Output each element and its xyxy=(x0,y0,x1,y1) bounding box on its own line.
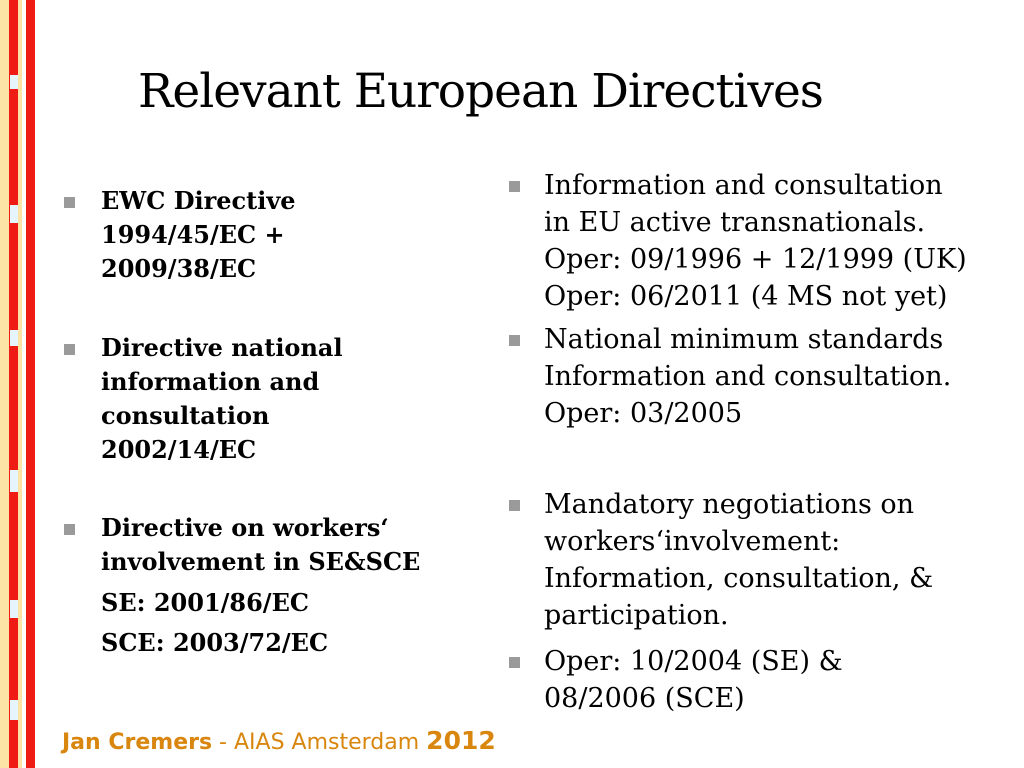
footer-affiliation: - AIAS Amsterdam xyxy=(212,730,427,755)
decorative-side-bar xyxy=(0,0,40,768)
bullet-line: National minimum standards xyxy=(544,324,944,355)
bullet-line: Oper: 10/2004 (SE) & xyxy=(544,646,843,677)
bullet-line: Oper: 09/1996 + 12/1999 (UK) xyxy=(544,244,967,275)
bullet-line: workers‘involvement: xyxy=(544,526,841,557)
bullet-line: 2002/14/EC xyxy=(101,435,257,464)
square-bullet-icon xyxy=(64,197,75,208)
slide-footer xyxy=(62,726,496,755)
bullet-line: involvement in SE&SCE xyxy=(101,547,421,576)
bullet-line: Oper: 03/2005 xyxy=(544,398,743,429)
footer-author: Jan Cremers xyxy=(62,730,213,755)
slide-title: Relevant European Directives xyxy=(138,64,823,119)
square-bullet-icon xyxy=(509,335,520,346)
sub-line: SE: 2001/86/EC xyxy=(101,588,309,617)
bullet-line: 08/2006 (SCE) xyxy=(544,683,745,714)
bullet-line: Information and consultation xyxy=(544,170,943,201)
bullet-line: Mandatory negotiations on xyxy=(544,489,915,520)
bullet-line: 2009/38/EC xyxy=(101,254,257,283)
square-bullet-icon xyxy=(64,344,75,355)
bullet-line: Directive national xyxy=(101,333,343,362)
bullet-line: EWC Directive xyxy=(101,186,296,215)
bullet-line: in EU active transnationals. xyxy=(544,207,926,238)
bullet-line: Information and consultation. xyxy=(544,361,952,392)
square-bullet-icon xyxy=(509,500,520,511)
square-bullet-icon xyxy=(64,524,75,535)
bullet-line: information and xyxy=(101,367,320,396)
square-bullet-icon xyxy=(509,657,520,668)
bullet-line: 1994/45/EC + xyxy=(101,220,285,249)
bullet-line: Directive on workers‘ xyxy=(101,513,389,542)
square-bullet-icon xyxy=(509,181,520,192)
bullet-line: participation. xyxy=(544,600,729,631)
bullet-line: consultation xyxy=(101,401,270,430)
sub-line: SCE: 2003/72/EC xyxy=(101,628,329,657)
bullet-line: Information, consultation, & xyxy=(544,563,934,594)
footer-year: 2012 xyxy=(426,726,496,755)
bullet-line: Oper: 06/2011 (4 MS not yet) xyxy=(544,281,948,312)
